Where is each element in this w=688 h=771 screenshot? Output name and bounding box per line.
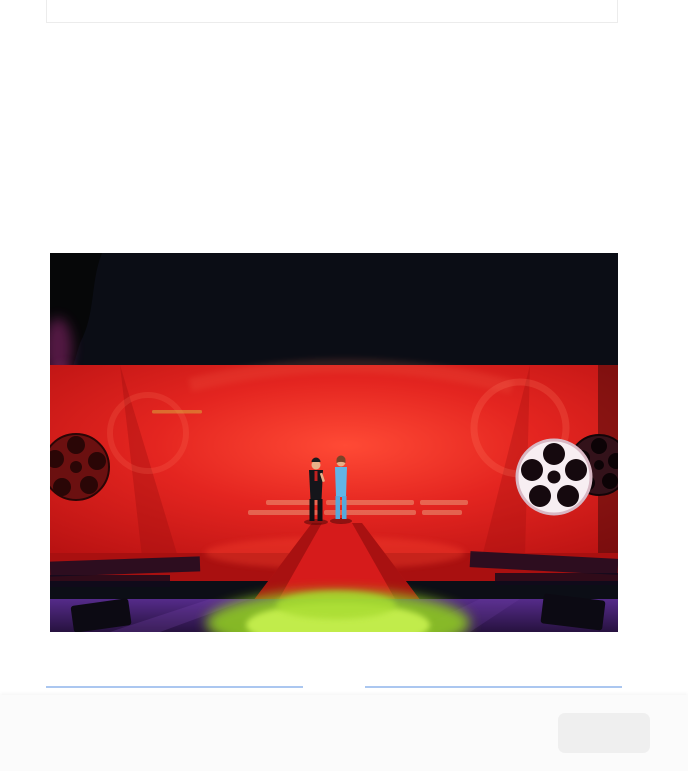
chinanews-app-icon[interactable] [30,706,84,760]
banner-text-block [106,718,558,749]
film-reel-left [50,434,109,500]
article-photo [50,253,618,632]
divider-square-right [345,683,354,692]
green-light-projection [206,591,470,632]
slogan-char-circle [166,722,192,748]
divider-line-right [365,686,622,688]
night-sky [50,253,618,371]
centenary-100-logo [152,410,202,414]
divider-line-left [46,686,303,688]
slogan-char-circle [193,723,219,749]
app-slogan [106,722,558,749]
slogan-char-circle [139,723,165,749]
divider-square-left [314,683,323,692]
open-app-button[interactable] [558,713,650,753]
app-download-banner [0,695,688,771]
article-paragraph-box [46,0,618,23]
film-reel-right [517,440,591,514]
slogan-char-circle [112,722,138,748]
